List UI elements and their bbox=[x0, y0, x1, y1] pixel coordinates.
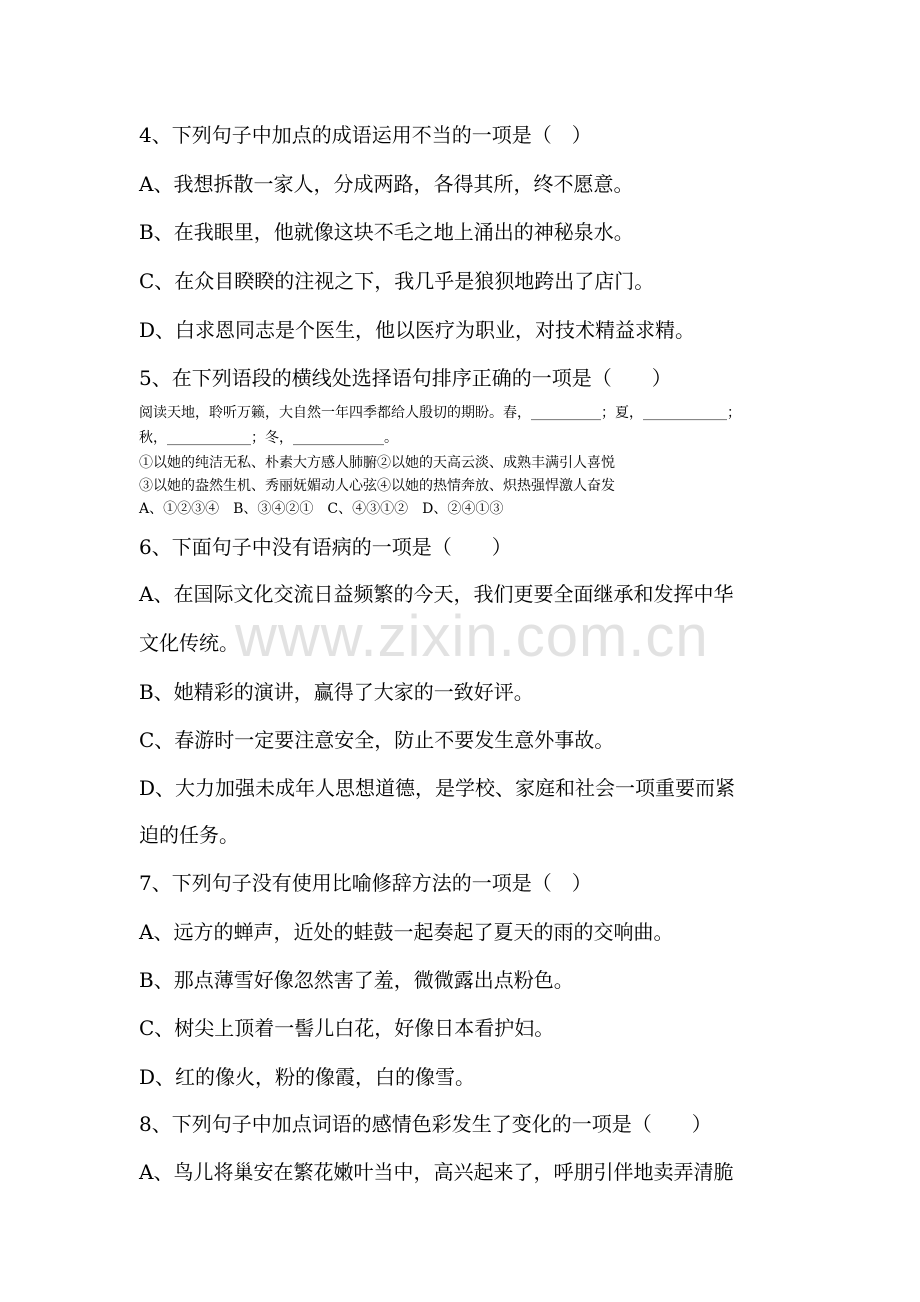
question-6-option-c: C、春游时一定要注意安全，防止不要发生意外事故。 bbox=[139, 728, 615, 752]
question-5-sentences-line-2: ③以她的盎然生机、秀丽妩媚动人心弦④以她的热情奔放、炽热强悍激人奋发 bbox=[139, 478, 615, 494]
question-5-passage-line-2: 秋，____________；冬，_____________。 bbox=[139, 430, 398, 446]
question-5-sentences-line-1: ①以她的纯洁无私、朴素大方感人肺腑②以她的天高云淡、成熟丰满引人喜悦 bbox=[139, 455, 615, 471]
question-8-stem: 8、下列句子中加点词语的感情色彩发生了变化的一项是（ ） bbox=[139, 1112, 712, 1136]
question-4-option-c: C、在众目睽睽的注视之下，我几乎是狼狈地跨出了店门。 bbox=[139, 269, 655, 293]
question-8-option-a-line-1: A、鸟儿将巢安在繁花嫩叶当中，高兴起来了，呼朋引伴地卖弄清脆 bbox=[139, 1160, 734, 1184]
question-6-option-d-line-1: D、大力加强未成年人思想道德，是学校、家庭和社会一项重要而紧 bbox=[139, 776, 736, 800]
question-4-option-d: D、白求恩同志是个医生，他以医疗为职业，对技术精益求精。 bbox=[139, 318, 696, 342]
question-6-option-d-line-2: 迫的任务。 bbox=[139, 823, 239, 847]
question-4-option-a: A、我想拆散一家人，分成两路，各得其所，终不愿意。 bbox=[139, 172, 634, 196]
question-7-option-d: D、红的像火，粉的像霞，白的像雪。 bbox=[139, 1065, 476, 1089]
question-6-option-a-line-2: 文化传统。 bbox=[139, 631, 239, 655]
question-5-stem: 5、在下列语段的横线处选择语句排序正确的一项是（ ） bbox=[139, 366, 672, 390]
question-7-stem: 7、下列句子没有使用比喻修辞方法的一项是（ ） bbox=[139, 871, 592, 895]
question-6-stem: 6、下面句子中没有语病的一项是（ ） bbox=[139, 535, 512, 559]
question-4-option-b: B、在我眼里，他就像这块不毛之地上涌出的神秘泉水。 bbox=[139, 220, 634, 244]
question-6-option-b: B、她精彩的演讲，赢得了大家的一致好评。 bbox=[139, 680, 534, 704]
question-5-choices: A、①②③④ B、③④②① C、④③①② D、②④①③ bbox=[139, 501, 504, 517]
question-5-passage-line-1: 阅读天地，聆听万籁，大自然一年四季都给人殷切的期盼。春，__________；夏，____________； bbox=[139, 405, 741, 421]
question-7-option-a: A、远方的蝉声，近处的蛙鼓一起奏起了夏天的雨的交响曲。 bbox=[139, 920, 674, 944]
question-6-option-a-line-1: A、在国际文化交流日益频繁的今天，我们更要全面继承和发挥中华 bbox=[139, 582, 734, 606]
watermark: www.zixin.com.cn bbox=[235, 604, 709, 669]
question-7-option-c: C、树尖上顶着一髻儿白花，好像日本看护妇。 bbox=[139, 1016, 555, 1040]
question-7-option-b: B、那点薄雪好像忽然害了羞，微微露出点粉色。 bbox=[139, 968, 574, 992]
question-4-stem: 4、下列句子中加点的成语运用不当的一项是（ ） bbox=[139, 123, 592, 147]
